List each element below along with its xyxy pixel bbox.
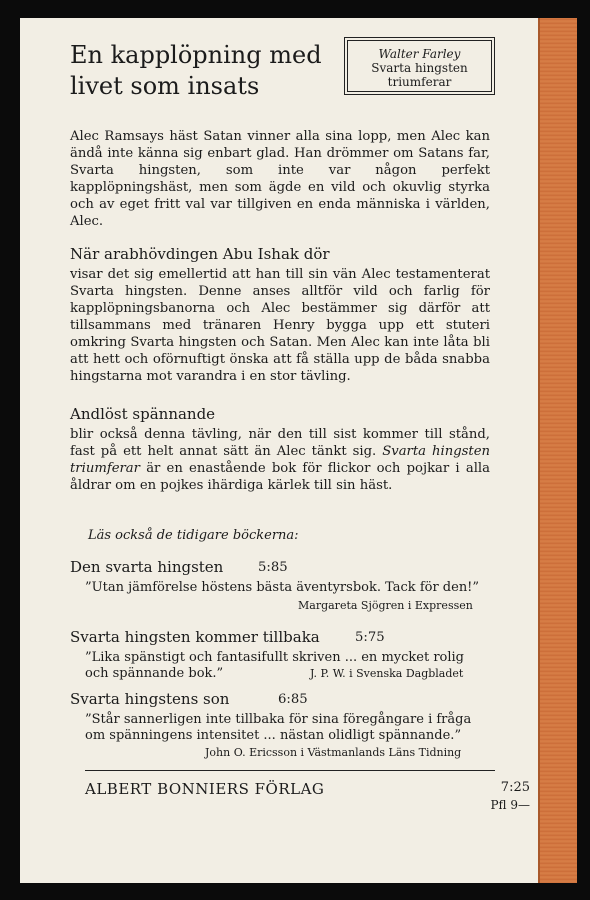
section-heading-abu-ishak: När arabhövdingen Abu Ishak dör (70, 245, 330, 263)
intro-paragraph: Alec Ramsays häst Satan vinner alla sina lopp, men Alec kan ändå inte känna sig enbart glad. Han drömmer om Satans far, Svarta hingsten, som inte var någon perfekt kapplöpningshäst, men som ägde en vild och okuvlig styrka och av eget fritt val var tillgiven en enda människa i världen, Alec. (70, 129, 490, 229)
book-price-3: 6:85 (278, 692, 308, 707)
book-title-2: Svarta hingsten kommer tillbaka (70, 628, 320, 646)
section-paragraph-abu-ishak: visar det sig emellertid att han till sin vän Alec testamenterat Svarta hingsten. Denne anses alltför vild och farlig för kapplöpningsbanorna och Alec bestämmer sig därför att tillsammans med tränaren Henry bygga upp ett stuteri omkring Svarta hingsten och Satan. Men Alec kan inte låta bli att hett och oförnuftigt önska att få ställa upp de båda snabba hingstarna mot varandra i en stor tävling. (70, 267, 490, 384)
book-spine (538, 18, 577, 883)
text-before-title: blir också denna tävling, när den till sist kommer till stånd, fast på ett helt annat sätt än Alec tänkt sig. (70, 427, 490, 459)
text-after-title: är en enastående bok för flickor och pojkar i alla åldrar om en pojkes ihärdiga kärlek till sin häst. (70, 461, 490, 493)
italic-book-title: Svarta hingsten triumferar (70, 444, 491, 476)
book-title-1: Den svarta hingsten (70, 558, 224, 576)
author-name: Walter Farley (378, 47, 461, 61)
book-quote-2: ”Lika spänstigt och fantasifullt skriven ... en mycket rolig och spännande bok.” (85, 650, 464, 681)
book-source-1: Margareta Sjögren i Expressen (298, 599, 473, 612)
book-title-line-2: triumferar (387, 75, 452, 89)
section-paragraph-andlost (70, 426, 490, 494)
book-source-3: John O. Ericsson i Västmanlands Läns Tidning (205, 746, 462, 759)
divider-rule (85, 770, 495, 771)
headline-line-2: livet som insats (70, 72, 260, 100)
book-quote-3: ”Står sannerligen inte tillbaka för sina föregångare i fråga om spänningens intensitet ... nästan olidligt spännande.” (85, 712, 472, 743)
also-read-label: Läs också de tidigare böckerna: (88, 528, 299, 543)
book-title-line-1: Svarta hingsten (371, 61, 468, 75)
headline (70, 40, 330, 102)
book-price-1: 5:85 (258, 560, 288, 575)
book-price-2: 5:75 (355, 630, 385, 645)
book-quote-1: ”Utan jämförelse höstens bästa äventyrsbok. Tack för den!” (85, 580, 480, 595)
section-heading-andlost: Andlöst spännande (70, 405, 216, 423)
headline-line-1: En kapplöpning med (70, 41, 322, 69)
book-title-3: Svarta hingstens son (70, 690, 230, 708)
book-price: 7:25 (500, 780, 530, 795)
book-source-2: J. P. W. i Svenska Dagbladet (310, 667, 464, 680)
author-title-box (347, 40, 492, 92)
publisher-name: ALBERT BONNIERS FÖRLAG (85, 780, 325, 798)
price-code: Pfl 9— (490, 798, 530, 812)
